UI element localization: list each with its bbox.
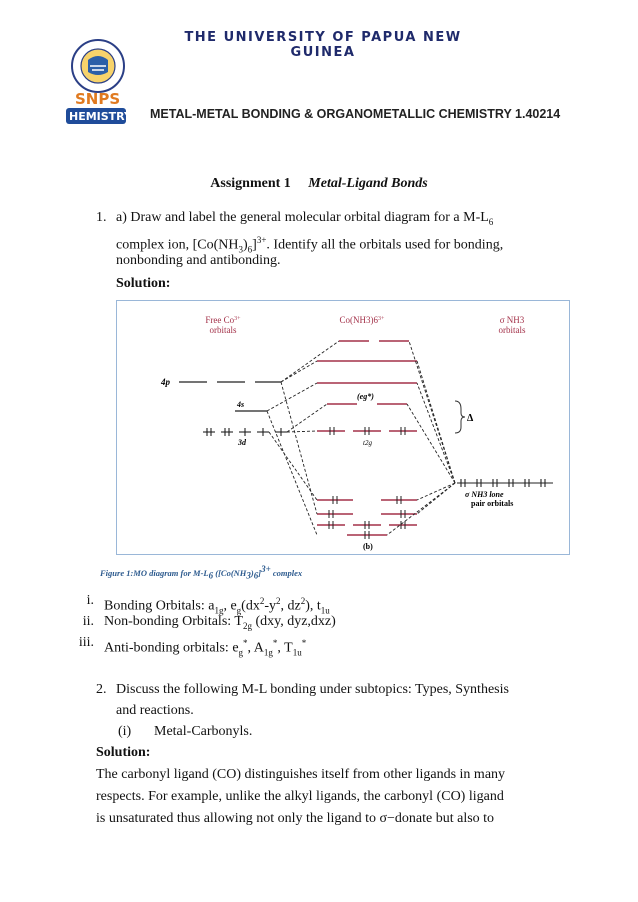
q2-para-line-3: is unsaturated thus allowing not only the ligand to σ−donate but also to [96,811,495,826]
panel-label: (b) [363,542,373,551]
orbital-item-number: i. [86,593,94,608]
orbital-item-number: iii. [78,635,94,650]
orbital-item-text: Anti-bonding orbitals: $e_g^*$, $A_{1g}^*$, $T_{1u}^*$ [104,638,307,658]
figure-caption: Figure 1:MO diagram for $M-L_6$ ($[Co(NH_3)_6]^{3+}$ complex [100,564,303,581]
assignment-topic: Metal-Ligand Bonds [308,176,428,191]
header-free-co-orbitals: orbitals [209,325,237,335]
q1-line-3: nonbonding and antibonding. [116,253,281,268]
q2-subitem-label: Metal-Carbonyls. [154,724,253,739]
university-logo [62,38,142,130]
assignment-title [0,176,638,192]
logo-band-text: HEMISTRY [69,110,133,123]
q2-subitem-number: (i) [118,724,132,739]
label-4p: 4p [161,377,170,387]
header-free-co: Free $Co^{3+}$ [205,315,241,325]
university-line-1: THE UNIVERSITY OF PAPUA NEW [184,30,462,45]
header-nh3-orbitals: orbitals [498,325,526,335]
q2-line-1: Discuss the following M-L bonding under subtopics: Types, Synthesis [116,682,509,697]
label-3d: 3d [238,438,246,447]
orbital-item-text: Bonding Orbitals: $a_{1g}$, $e_g(dx^2-y^2$, $dz^2$), $t_{1u}$ [104,596,330,616]
q2-para-line-2: respects. For example, unlike the alkyl ligands, the carbonyl (CO) ligand [96,789,504,804]
orbital-item-nonbonding [64,612,564,632]
university-line-2: GUINEA [290,45,356,60]
orbital-item-text: Non-bonding Orbitals: $T_{2g}$ (dxy, dyz,dxz) [104,614,336,631]
q2-para-line-1: The carbonyl ligand (CO) distinguishes itself from other ligands in many [96,767,506,782]
label-eg-star: (eg*) [357,392,374,401]
university-name [148,30,498,60]
header-nh3: σ NH3 [499,315,525,325]
logo-snps-text: SNPS [75,90,121,108]
lone-pair-label-1: σ NH3 lone [465,490,504,499]
q1-line-2: complex ion, $[Co(NH_3)_6]^{3+}$. Identify all the orbitals used for bonding, [116,235,504,255]
orbital-item-antibonding [64,633,564,658]
label-t2g: t2g [363,439,372,447]
label-delta: Δ [467,413,474,424]
q1-solution-label: Solution: [116,276,171,291]
header-complex: $Co(NH3)6^{3+}$ [339,315,385,325]
orbital-item-number: ii. [82,614,94,629]
assignment-label: Assignment 1 [210,176,291,191]
label-4s: 4s [237,400,245,409]
q2-solution-label: Solution: [96,745,151,760]
q1-number: 1. [96,210,107,225]
lone-pair-label-2: pair orbitals [471,499,514,508]
orbital-item-bonding [64,591,564,616]
q1-line-1: a) Draw and label the general molecular orbital diagram for a $M-L_6$ [116,210,494,227]
q2-line-2: and reactions. [116,703,194,718]
q2-number: 2. [96,682,107,697]
course-title: METAL-METAL BONDING & ORGANOMETALLIC CHEMISTRY 1.40214 [150,107,561,121]
mo-diagram-figure [116,300,570,555]
